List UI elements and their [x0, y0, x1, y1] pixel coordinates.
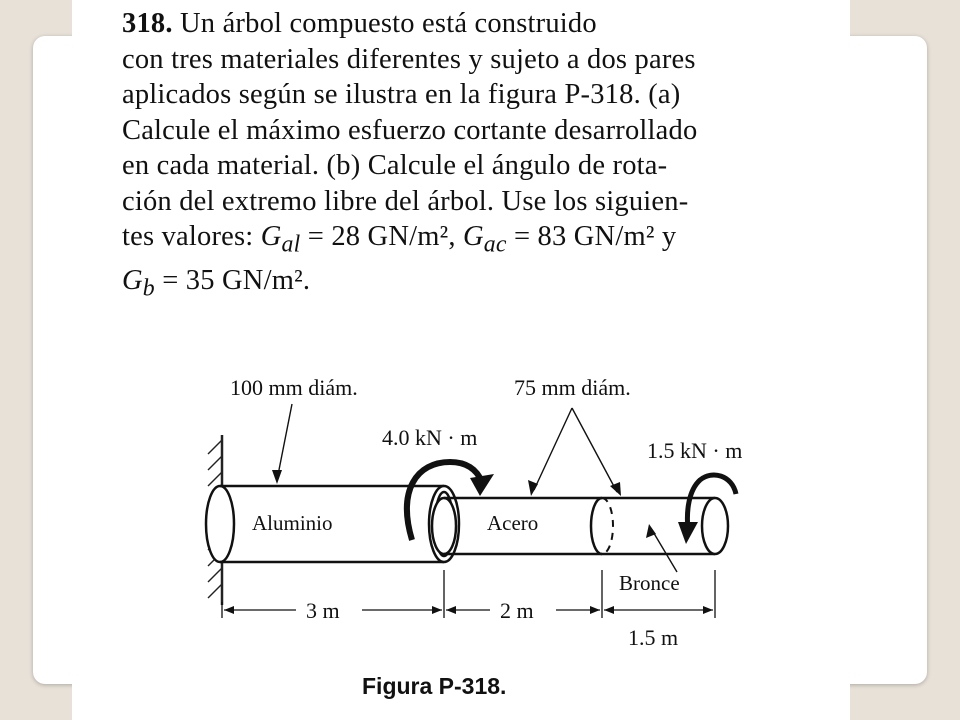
material-label-bronze: Bronce — [619, 571, 680, 595]
g-ac-symbol: G — [463, 221, 484, 252]
torque-label-1: 4.0 kN · m — [382, 425, 478, 450]
problem-line-3: aplicados según se ilustra en la figura P-318. (a) — [122, 79, 681, 110]
problem-line-5: en cada material. (b) Calcule el ángulo de rota- — [122, 150, 668, 181]
diameter-label-left: 100 mm diám. — [230, 375, 358, 400]
g-al-symbol: G — [260, 221, 282, 252]
problem-line-1: 318. Un árbol compuesto está construido — [122, 8, 597, 39]
length-label-1: 3 m — [306, 598, 340, 623]
figure-caption: Figura P-318. — [362, 673, 507, 699]
textbook-page — [72, 0, 850, 720]
shaft-figure — [72, 0, 850, 720]
diameter-label-right: 75 mm diám. — [514, 375, 631, 400]
g-b-symbol: G — [122, 265, 143, 297]
length-label-3: 1.5 m — [628, 625, 679, 650]
material-label-steel: Acero — [487, 511, 539, 535]
problem-line-2: con tres materiales diferentes y sujeto a dos pares — [122, 43, 696, 75]
problem-line-7: tes valores: $G_{al} = 28$ GN/m², $G_{ac} = 83$ GN/m² y — [122, 221, 677, 258]
torque-label-2: 1.5 kN · m — [647, 438, 743, 463]
problem-number: 318. — [122, 8, 173, 39]
material-label-aluminum: Aluminio — [252, 511, 333, 535]
problem-line-8: $G_b = 35$ GN/m². — [122, 265, 311, 302]
length-label-2: 2 m — [500, 598, 534, 623]
problem-line-6: ción del extremo libre del árbol. Use los siguien- — [122, 185, 689, 217]
problem-line-4: Calcule el máximo esfuerzo cortante desarrollado — [122, 114, 698, 146]
